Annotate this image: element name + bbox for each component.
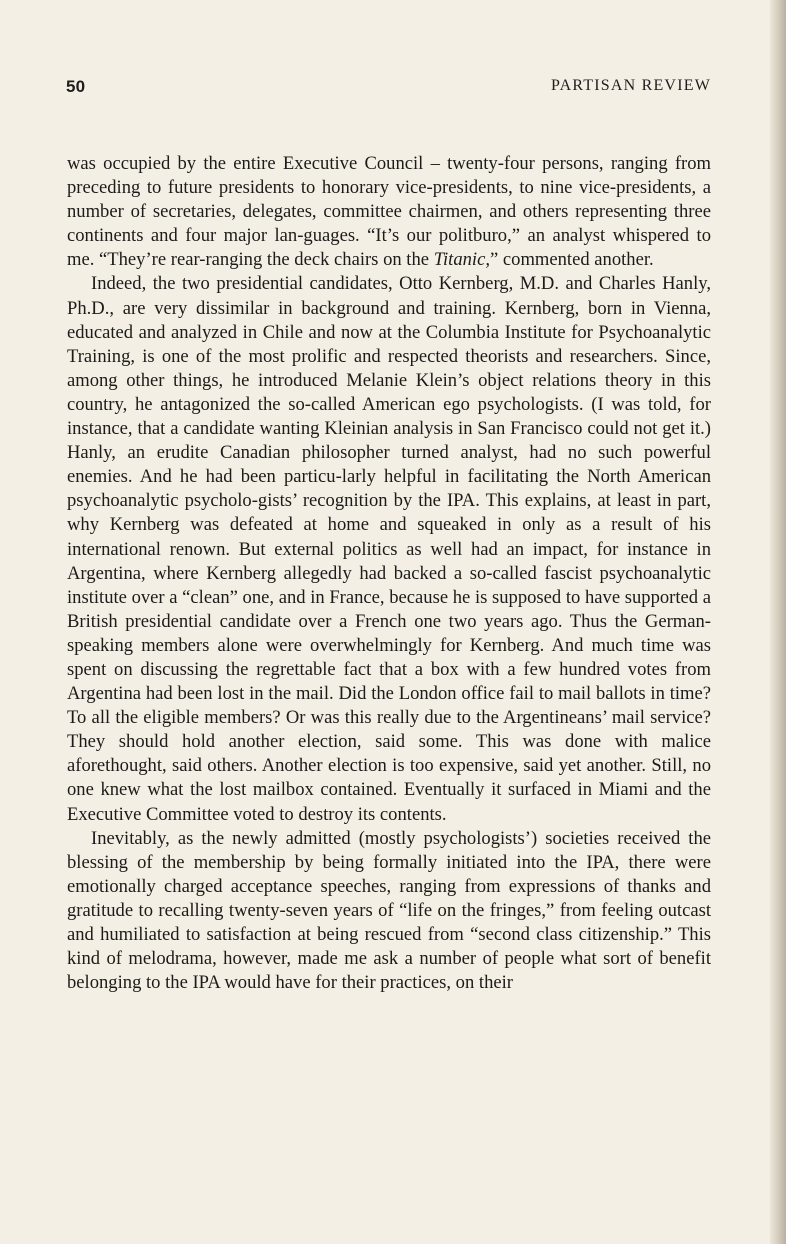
page-edge-shadow: [770, 0, 786, 1244]
journal-title: PARTISAN REVIEW: [550, 77, 711, 94]
paragraph-1-text-b: ” commented another.: [490, 249, 654, 271]
page-number: 50: [66, 77, 86, 96]
paragraph-2: Indeed, the two presidential candidates, Otto Kernberg, M.D. and Charles Hanly, Ph.D., are very dissimilar in background and training. Kernberg, born in Vienna, educated and analyzed in Chile and now at the Columbia Institute for Psychoanalytic Training, is one of the most prolific and respected theorists and researchers. Since, among other things, he introduced Melanie Klein’s object relations theory in this country, he antagonized the so-called American ego psychologists. (I was told, for instance, that a candidate wanting Kleinian analysis in San Francisco could not get it.) Hanly, an erudite Canadian philosopher turned analyst, had no such powerful enemies. And he had been particu-larly helpful in facilitating the North American psychoanalytic psycholo-gists’ recognition by the IPA. This explains, at least in part, why Kernberg was defeated at home and squeaked in only as a result of his international renown. But external politics as well had an impact, for instance in Argentina, where Kernberg allegedly had backed a so-called fascist psychoanalytic institute over a “clean” one, and in France, because he is supposed to have supported a British presidential candidate over a French one two years ago. Thus the German-speaking members alone were overwhelmingly for Kernberg. And much time was spent on discussing the regrettable fact that a box with a few hundred votes from Argentina had been lost in the mail. Did the London office fail to mail ballots in time? To all the eligible members? Or was this really due to the Argentineans’ mail service? They should hold another election, said some. This was done with malice aforethought, said others. Another election is too expensive, said yet another. Still, no one knew what the lost mailbox contained. Eventually it surfaced in Miami and the Executive Committee voted to destroy its contents.: [67, 273, 711, 825]
body-text: [67, 152, 711, 995]
paragraph-1: [67, 152, 711, 272]
titanic-italic: Titanic,: [433, 249, 490, 271]
running-head: [66, 77, 711, 101]
paragraph-3: Inevitably, as the newly admitted (mostly psychologists’) societies received the blessing of the membership by being formally initiated into the IPA, there were emotionally charged acceptance speeches, ranging from expressions of thanks and gratitude to recalling twenty-seven years of “life on the fringes,” from feeling outcast and humiliated to satisfaction at being rescued from “second class citizenship.” This kind of melodrama, however, made me ask a number of people what sort of benefit belonging to the IPA would have for their practices, on their: [67, 827, 711, 994]
paragraph-1-text-a: was occupied by the entire Executive Council – twenty-four persons, ranging from preceding to future presidents to honorary vice-presidents, to nine vice-presidents, a number of secretaries, delegates, committee chairmen, and others representing three continents and four major lan-guages. “It’s our politburo,” an analyst whispered to me. “They’re rear-ranging the deck chairs on the: [67, 153, 711, 271]
